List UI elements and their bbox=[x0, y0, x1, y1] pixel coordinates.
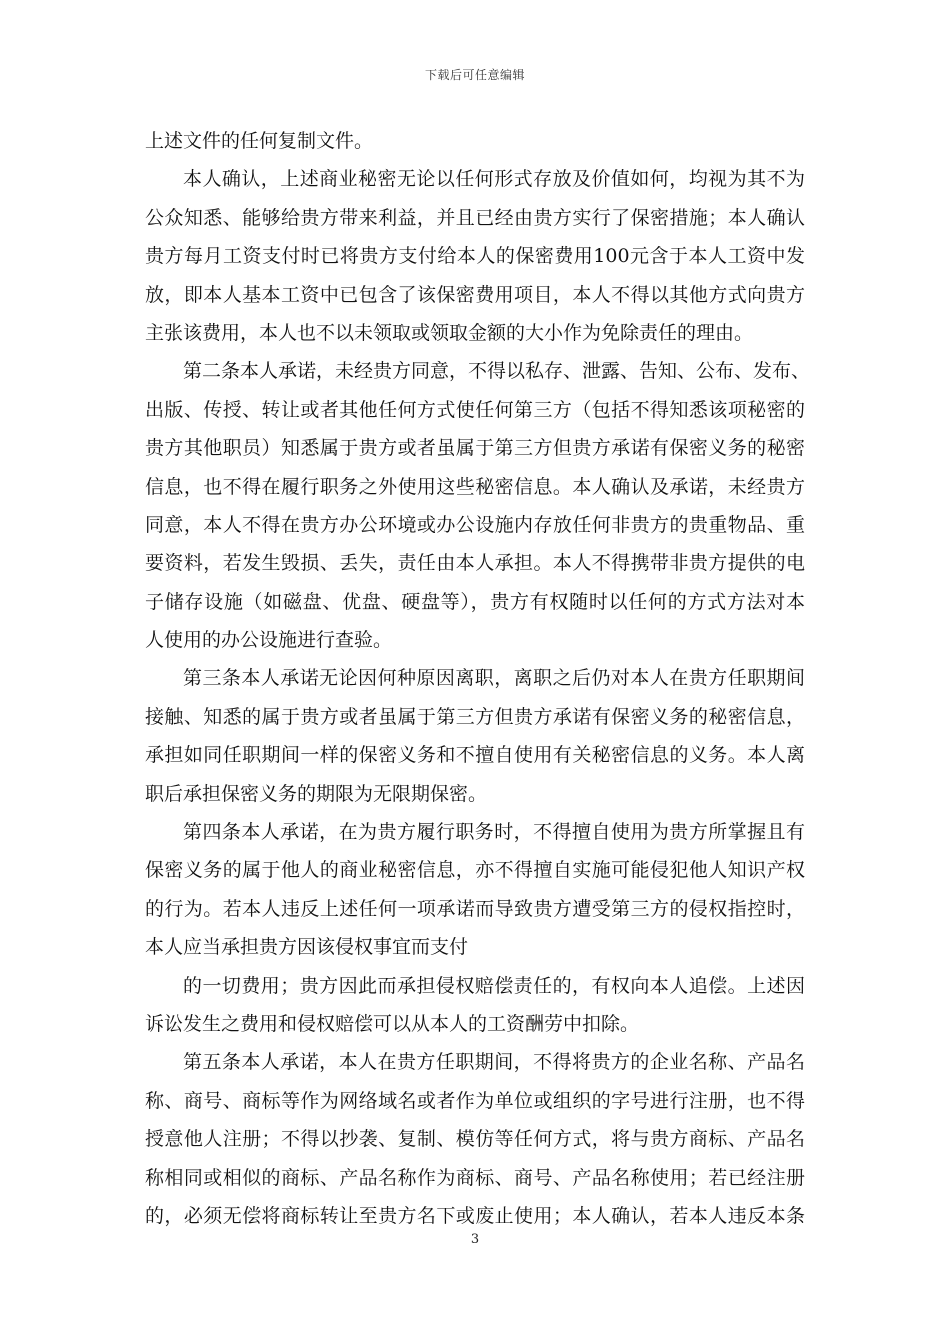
body-line: 授意他人注册；不得以抄袭、复制、模仿等任何方式，将与贵方商标、产品名 bbox=[145, 1128, 805, 1151]
body-line: 诉讼发生之费用和侵权赔偿可以从本人的工资酬劳中扣除。 bbox=[145, 1012, 640, 1035]
body-line: 的行为。若本人违反上述任何一项承诺而导致贵方遭受第三方的侵权指控时， bbox=[145, 897, 805, 920]
document-body bbox=[145, 122, 811, 1235]
body-line: 公众知悉、能够给贵方带来利益，并且已经由贵方实行了保密措施；本人确认 bbox=[145, 206, 805, 229]
body-line: 称相同或相似的商标、产品名称作为商标、商号、产品名称使用；若已经注册 bbox=[145, 1166, 805, 1189]
body-line: 上述文件的任何复制文件。 bbox=[145, 130, 374, 152]
body-line: 本人确认，上述商业秘密无论以任何形式存放及价值如何，均视为其不为 bbox=[183, 168, 805, 191]
body-line: 人使用的办公设施进行查验。 bbox=[145, 629, 393, 652]
body-line: 本人应当承担贵方因该侵权事宜而支付 bbox=[145, 936, 469, 959]
body-line: 第四条本人承诺，在为贵方履行职务时，不得擅自使用为贵方所掌握且有 bbox=[183, 821, 805, 844]
body-line: 的一切费用；贵方因此而承担侵权赔偿责任的，有权向本人追偿。上述因 bbox=[183, 974, 805, 997]
body-line: 职后承担保密义务的期限为无限期保密。 bbox=[145, 782, 488, 805]
body-line: 放，即本人基本工资中已包含了该保密费用项目，本人不得以其他方式向贵方 bbox=[145, 283, 805, 306]
body-line: 称、商号、商标等作为网络域名或者作为单位或组织的字号进行注册，也不得 bbox=[145, 1089, 805, 1112]
body-line: 同意，本人不得在贵方办公环境或办公设施内存放任何非贵方的贵重物品、重 bbox=[145, 513, 805, 536]
body-line: 第二条本人承诺，未经贵方同意，不得以私存、泄露、告知、公布、发布、 bbox=[183, 360, 811, 383]
body-line: 贵方每月工资支付时已将贵方支付给本人的保密费用100元含于本人工资中发 bbox=[145, 245, 805, 268]
body-line: 第三条本人承诺无论因何种原因离职，离职之后仍对本人在贵方任职期间 bbox=[183, 667, 805, 690]
page-header: 下载后可任意编辑 bbox=[424, 68, 525, 82]
body-line: 出版、传授、转让或者其他任何方式使任何第三方（包括不得知悉该项秘密的 bbox=[145, 398, 805, 421]
body-line: 子储存设施（如磁盘、优盘、硬盘等），贵方有权随时以任何的方式方法对本 bbox=[145, 590, 805, 613]
body-line: 主张该费用，本人也不以未领取或领取金额的大小作为免除责任的理由。 bbox=[145, 321, 754, 344]
body-line: 要资料，若发生毁损、丢失，责任由本人承担。本人不得携带非贵方提供的电 bbox=[145, 552, 805, 575]
body-line: 接触、知悉的属于贵方或者虽属于第三方但贵方承诺有保密义务的秘密信息， bbox=[145, 705, 805, 728]
page-number: 3 bbox=[470, 1232, 480, 1247]
body-line: 信息，也不得在履行职务之外使用这些秘密信息。本人确认及承诺，未经贵方 bbox=[145, 475, 805, 498]
body-line: 贵方其他职员）知悉属于贵方或者虽属于第三方但贵方承诺有保密义务的秘密 bbox=[145, 437, 805, 460]
body-line: 第五条本人承诺，本人在贵方任职期间，不得将贵方的企业名称、产品名 bbox=[183, 1051, 805, 1074]
body-line: 承担如同任职期间一样的保密义务和不擅自使用有关秘密信息的义务。本人离 bbox=[145, 744, 805, 767]
body-line: 的，必须无偿将商标转让至贵方名下或废止使用；本人确认，若本人违反本条 bbox=[145, 1204, 805, 1227]
body-line: 保密义务的属于他人的商业秘密信息，亦不得擅自实施可能侵犯他人知识产权 bbox=[145, 859, 805, 882]
